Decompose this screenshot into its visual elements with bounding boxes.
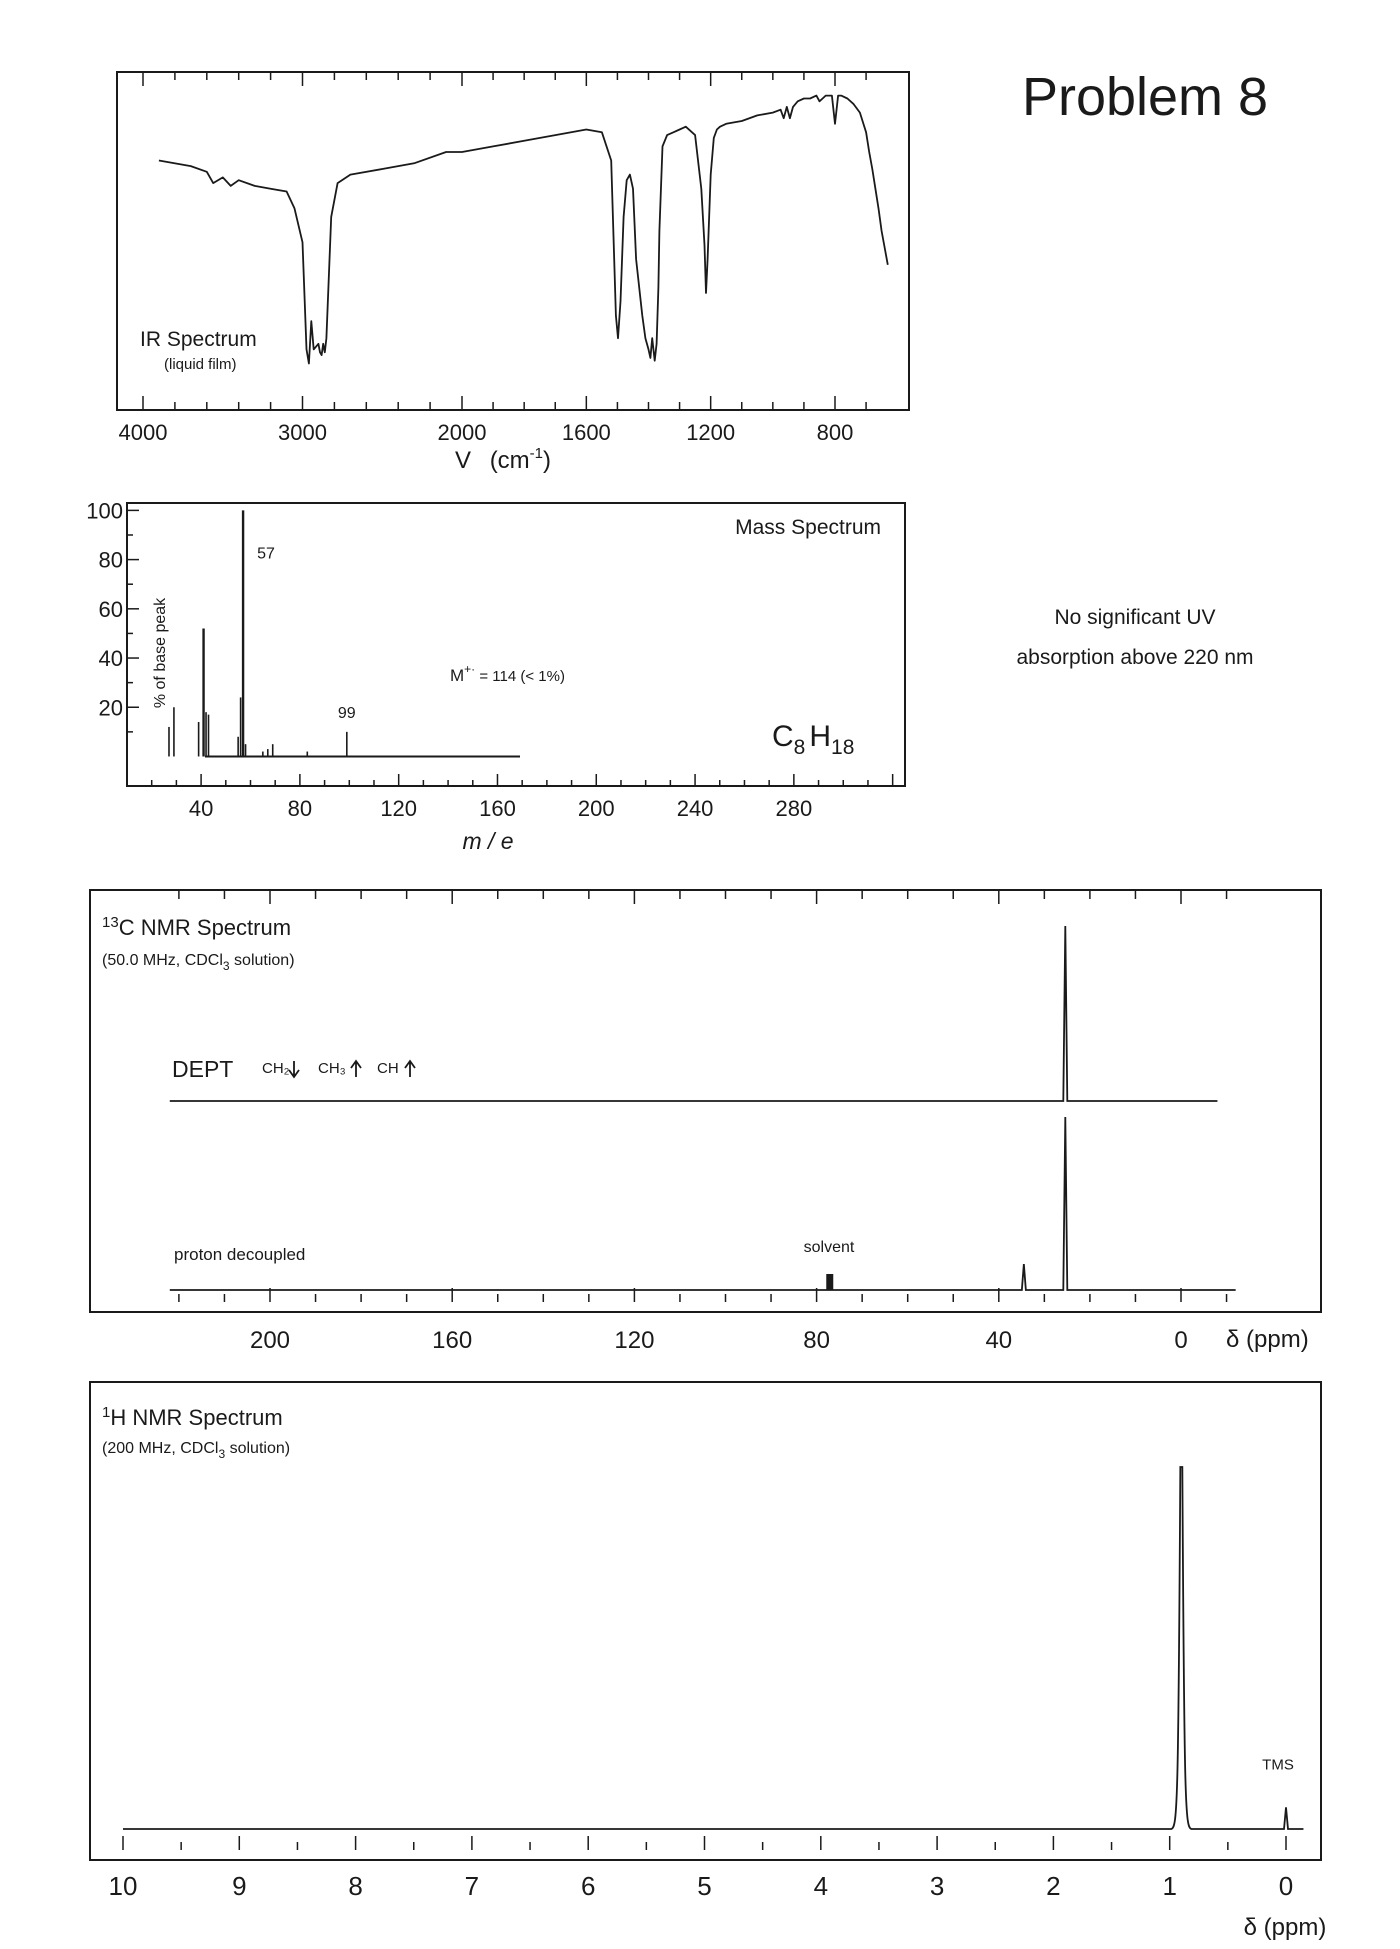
c13-title-text: C NMR Spectrum — [118, 915, 292, 940]
ir-unit-close: ) — [543, 447, 552, 474]
h1-tick-label: 1 — [1162, 1871, 1177, 1901]
ir-unit: (cm — [489, 447, 530, 474]
ms-formula-h-sub: 18 — [831, 736, 855, 759]
ir-tick-label: 1600 — [561, 420, 611, 445]
c13-tick-label: 80 — [803, 1327, 830, 1354]
ms-x-tick-label: 120 — [380, 796, 418, 821]
page-title: Problem 8 — [1021, 67, 1269, 127]
h1-tick-labels — [109, 1871, 1294, 1901]
c13-solvent-label: solvent — [803, 1239, 855, 1256]
ms-title: Mass Spectrum — [735, 516, 881, 539]
h1-x-axis-label: δ (ppm) — [1243, 1914, 1327, 1941]
ir-tick-labels — [119, 420, 854, 445]
ms-formula-c: C — [772, 720, 794, 753]
ir-spectrum-panel — [117, 72, 909, 474]
h1-title-text: H NMR Spectrum — [110, 1405, 283, 1430]
c13-solvent-peak — [826, 1274, 833, 1290]
h1-title — [102, 1404, 283, 1430]
dept-legend-ch2: CH₂ — [262, 1060, 290, 1077]
h1-nmr-panel — [90, 1382, 1326, 1941]
h1-ticks — [123, 1836, 1286, 1850]
ms-molecular-ion — [450, 662, 565, 685]
h1-tick-label: 2 — [1046, 1871, 1061, 1901]
h1-tick-label: 5 — [697, 1871, 712, 1901]
ir-nu-symbol: V — [455, 447, 472, 474]
ir-subtitle: (liquid film) — [164, 356, 237, 373]
ms-y-tick-label: 60 — [98, 596, 123, 622]
c13-subtitle — [102, 952, 295, 973]
arrow-down-icon — [289, 1061, 299, 1077]
h1-tms-label: TMS — [1262, 1756, 1294, 1774]
h1-trace — [123, 1467, 1303, 1829]
ms-mion-sup: +· — [464, 662, 476, 676]
h1-subtitle — [102, 1440, 290, 1461]
uv-note-line-1: No significant UV — [1054, 606, 1216, 629]
ms-axes — [86, 498, 892, 821]
c13-tick-label: 40 — [985, 1327, 1013, 1354]
c13-title-sup: 13 — [102, 914, 119, 931]
ir-ticks — [143, 72, 866, 410]
ir-trace — [159, 96, 888, 364]
ms-formula — [772, 720, 854, 759]
ms-peak-labels — [257, 545, 356, 721]
h1-subtitle-text: (200 MHz, CDCl — [102, 1440, 219, 1457]
uv-note-line-2: absorption above 220 nm — [1016, 646, 1254, 669]
ms-y-tick-label: 100 — [86, 498, 123, 524]
ms-mion-label: M — [450, 666, 465, 685]
c13-nmr-panel — [90, 890, 1321, 1354]
c13-subtitle-text: (50.0 MHz, CDCl — [102, 952, 223, 969]
h1-subtitle-sub: 3 — [218, 1447, 226, 1461]
ms-x-tick-label: 40 — [188, 796, 214, 821]
ms-x-tick-label: 80 — [287, 796, 313, 821]
ir-tick-label: 1200 — [686, 420, 736, 445]
h1-tick-label: 7 — [464, 1871, 480, 1901]
c13-decoupled-trace — [170, 1117, 1236, 1290]
ir-x-axis-label — [455, 445, 551, 474]
c13-tick-label: 0 — [1174, 1327, 1188, 1354]
ms-x-tick-label: 200 — [577, 796, 615, 821]
ms-peak-label-99: 99 — [337, 704, 356, 722]
c13-tick-labels — [250, 1327, 1188, 1354]
ms-y-axis-label: % of base peak — [152, 597, 169, 709]
dept-legend-ch3: CH₃ — [318, 1060, 346, 1077]
c13-subtitle-tail: solution) — [229, 952, 295, 969]
ms-y-tick-label: 40 — [98, 646, 123, 672]
c13-proton-label: proton decoupled — [174, 1245, 306, 1264]
ir-tick-label: 800 — [816, 420, 854, 445]
ms-y-tick-label: 20 — [98, 695, 123, 721]
ir-tick-label: 4000 — [118, 420, 168, 445]
h1-title-sup: 1 — [102, 1404, 111, 1421]
h1-tick-label: 8 — [348, 1871, 363, 1901]
h1-tick-label: 4 — [813, 1871, 829, 1901]
ms-x-tick-label: 280 — [775, 796, 813, 821]
ir-tick-label: 3000 — [278, 420, 327, 445]
ms-x-tick-label: 240 — [676, 796, 714, 821]
c13-x-axis-label: δ (ppm) — [1226, 1326, 1309, 1353]
h1-tick-label: 6 — [580, 1871, 596, 1901]
mass-spectrum-panel — [86, 498, 905, 854]
ir-tick-label: 2000 — [437, 420, 487, 445]
arrow-up-icon — [351, 1061, 361, 1077]
h1-tick-label: 0 — [1278, 1871, 1294, 1901]
ir-title: IR Spectrum — [140, 328, 257, 351]
c13-tick-label: 160 — [432, 1327, 473, 1354]
c13-ticks — [179, 890, 1227, 1302]
c13-tick-label: 200 — [249, 1327, 291, 1354]
c13-subtitle-sub: 3 — [222, 959, 230, 973]
h1-subtitle-tail: solution) — [225, 1440, 291, 1457]
ms-formula-h: H — [809, 720, 832, 753]
ms-formula-c-sub: 8 — [793, 736, 806, 759]
c13-title — [102, 914, 291, 940]
h1-tick-label: 10 — [108, 1871, 138, 1901]
ms-y-tick-label: 80 — [98, 547, 123, 573]
c13-dept-label: DEPT — [172, 1056, 234, 1082]
ms-peak-label-57: 57 — [257, 545, 275, 563]
h1-tick-label: 3 — [929, 1871, 945, 1901]
dept-legend-ch: CH — [377, 1060, 399, 1077]
arrow-up-icon — [405, 1061, 415, 1077]
dept-legend — [262, 1060, 415, 1077]
ms-x-axis-label: m / e — [462, 828, 514, 854]
ir-unit-sup: -1 — [529, 445, 544, 462]
c13-traces — [170, 926, 1236, 1290]
ms-mion-text: = 114 (< 1%) — [475, 668, 565, 685]
h1-tick-label: 9 — [232, 1871, 247, 1901]
ms-x-tick-label: 160 — [479, 796, 516, 821]
c13-tick-label: 120 — [614, 1327, 655, 1354]
